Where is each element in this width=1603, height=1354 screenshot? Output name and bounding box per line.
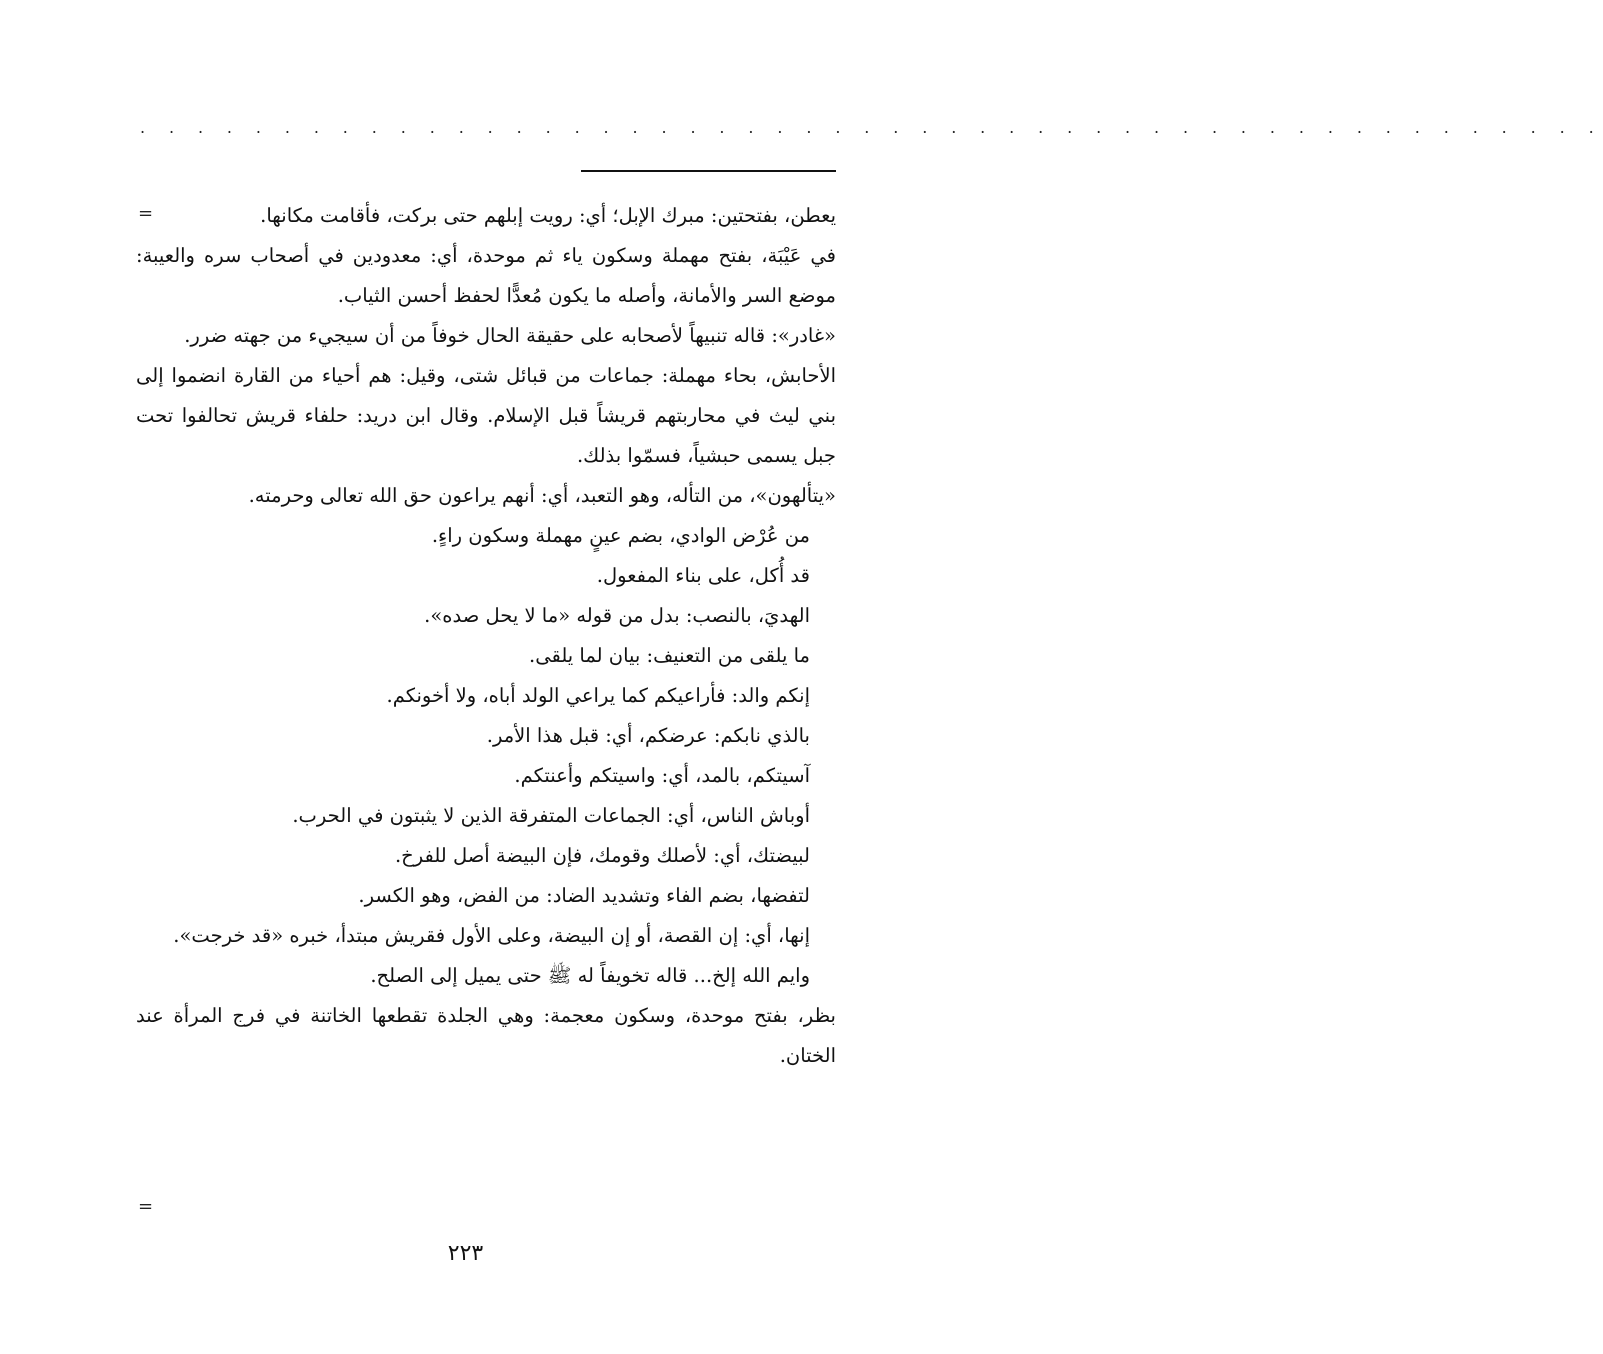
continuation-marker-bottom: =	[138, 1196, 154, 1217]
paragraph-ahabish: الأحابش، بحاء مهملة: جماعات من قبائل شتى، وقيل: هم أحياء من القارة انضموا إلى بني ليث في محاربتهم قريشاً قبل الإسلام. وقال ابن دريد: حلفاء قريش تحالفوا تحت جبل يسمى حبشياً، فسمّوا بذلك.	[136, 364, 836, 467]
footnote-rule	[581, 170, 836, 172]
paragraph-walid: إنكم والد: فأراعيكم كما يراعي الولد أباه، ولا أخونكم.	[386, 684, 810, 707]
paragraph-hady: الهديَ، بالنصب: بدل من قوله «ما لا يحل صده».	[424, 604, 810, 627]
paragraph-ghadir: «غادر»: قاله تنبيهاً لأصحابه على حقيقة الحال خوفاً من أن سيجيء من جهته ضرر.	[184, 324, 836, 347]
continuation-marker-top: =	[138, 203, 154, 224]
separator-dots: . . . . . . . . . . . . . . . . . . . . . . . . . . . . . . . . . . . . . . . . . . . . . . . . . . .	[140, 118, 1603, 137]
paragraph-tanif: ما يلقى من التعنيف: بيان لما يلقى.	[529, 644, 810, 667]
paragraph-wayim: وايم الله إلخ... قاله تخويفاً له ﷺ حتى يميل إلى الصلح.	[370, 964, 810, 987]
page-number: ٢٢٣	[447, 1241, 484, 1266]
paragraph-yataallahun: «يتألهون»، من التأله، وهو التعبد، أي: أنهم يراعون حق الله تعالى وحرمته.	[248, 484, 836, 507]
paragraph-asaytukum: آسيتكم، بالمد، أي: واسيتكم وأعنتكم.	[514, 764, 810, 787]
commentary-text	[136, 196, 836, 1076]
paragraph-baydatuk: لبيضتك، أي: لأصلك وقومك، فإن البيضة أصل للفرخ.	[394, 844, 810, 867]
paragraph-yatin: يعطن، بفتحتين: مبرك الإبل؛ أي: رويت إبلهم حتى بركت، فأقامت مكانها.	[260, 204, 836, 227]
paragraph-ukil: قد أُكل، على بناء المفعول.	[596, 564, 810, 587]
paragraph-urd: من عُرْض الوادي، بضم عينٍ مهملة وسكون راءٍ.	[431, 524, 810, 547]
paragraph-ayba: في عَيْبَة، بفتح مهملة وسكون ياء ثم موحدة، أي: معدودين في أصحاب سره والعيبة: موضع السر والأمانة، وأصله ما يكون مُعدًّا لحفظ أحسن الثياب.	[136, 244, 836, 307]
paragraph-innaha: إنها، أي: إن القصة، أو إن البيضة، وعلى الأول فقريش مبتدأ، خبره «قد خرجت».	[173, 924, 810, 947]
paragraph-tafuddaha: لتفضها، بضم الفاء وتشديد الضاد: من الفض، وهو الكسر.	[358, 884, 810, 907]
paragraph-nabakum: بالذي نابكم: عرضكم، أي: قبل هذا الأمر.	[486, 724, 810, 747]
paragraph-awbash: أوباش الناس، أي: الجماعات المتفرقة الذين لا يثبتون في الحرب.	[292, 804, 810, 827]
paragraph-bazr: بظر، بفتح موحدة، وسكون معجمة: وهي الجلدة تقطعها الخاتنة في فرج المرأة عند الختان.	[136, 1004, 836, 1067]
